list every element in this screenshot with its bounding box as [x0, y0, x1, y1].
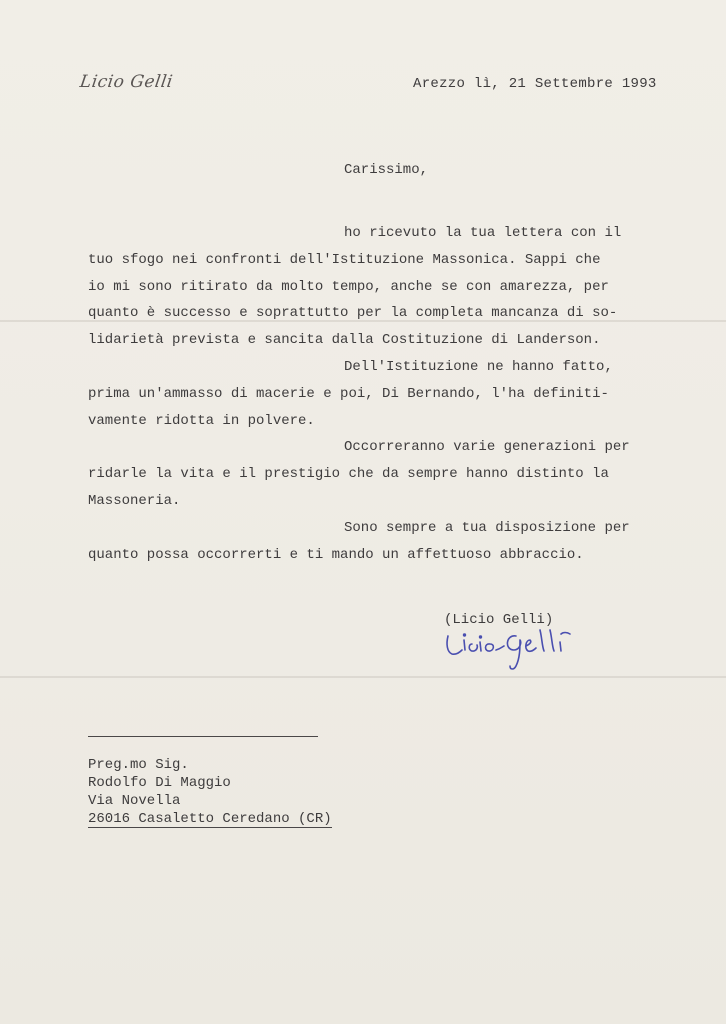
body-line: io mi sono ritirato da molto tempo, anche se con amarezza, per — [88, 278, 609, 295]
paper-fold-line — [0, 676, 726, 678]
body-line: quanto è successo e soprattutto per la completa mancanza di so- — [88, 305, 618, 322]
letter-body — [88, 220, 658, 568]
body-line: Occorreranno varie generazioni per — [344, 439, 630, 456]
handwritten-signature — [444, 622, 614, 672]
letterhead-name: Licio Gelli — [78, 72, 175, 92]
body-line: quanto possa occorrerti e ti mando un affettuoso abbraccio. — [88, 546, 584, 563]
body-line: ridarle la vita e il prestigio che da sempre hanno distinto la — [88, 466, 609, 483]
body-line: ho ricevuto la tua lettera con il — [344, 225, 622, 241]
typed-signature-name: (Licio Gelli) — [444, 612, 554, 628]
address-line: Via Novella — [88, 793, 181, 809]
body-line: Sono sempre a tua disposizione per — [344, 519, 630, 536]
address-postal-line: 26016 Casaletto Ceredano (CR) — [88, 811, 332, 827]
address-line: Preg.mo Sig. — [88, 757, 189, 773]
body-line: prima un'ammasso di macerie e poi, Di Bernando, l'ha definiti- — [88, 385, 609, 402]
body-line: Dell'Istituzione ne hanno fatto, — [344, 358, 613, 375]
address-separator-line — [88, 736, 318, 737]
recipient-address — [88, 756, 332, 828]
salutation: Carissimo, — [344, 162, 429, 178]
body-line: tuo sfogo nei confronti dell'Istituzione Massonica. Sappi che — [88, 251, 601, 268]
body-line: Massoneria. — [88, 492, 181, 509]
letter-date: Arezzo lì, 21 Settembre 1993 — [413, 76, 657, 92]
body-line: lidarietà prevista e sancita dalla Costituzione di Landerson. — [88, 332, 601, 349]
body-line: vamente ridotta in polvere. — [88, 412, 315, 429]
address-line: Rodolfo Di Maggio — [88, 775, 231, 791]
